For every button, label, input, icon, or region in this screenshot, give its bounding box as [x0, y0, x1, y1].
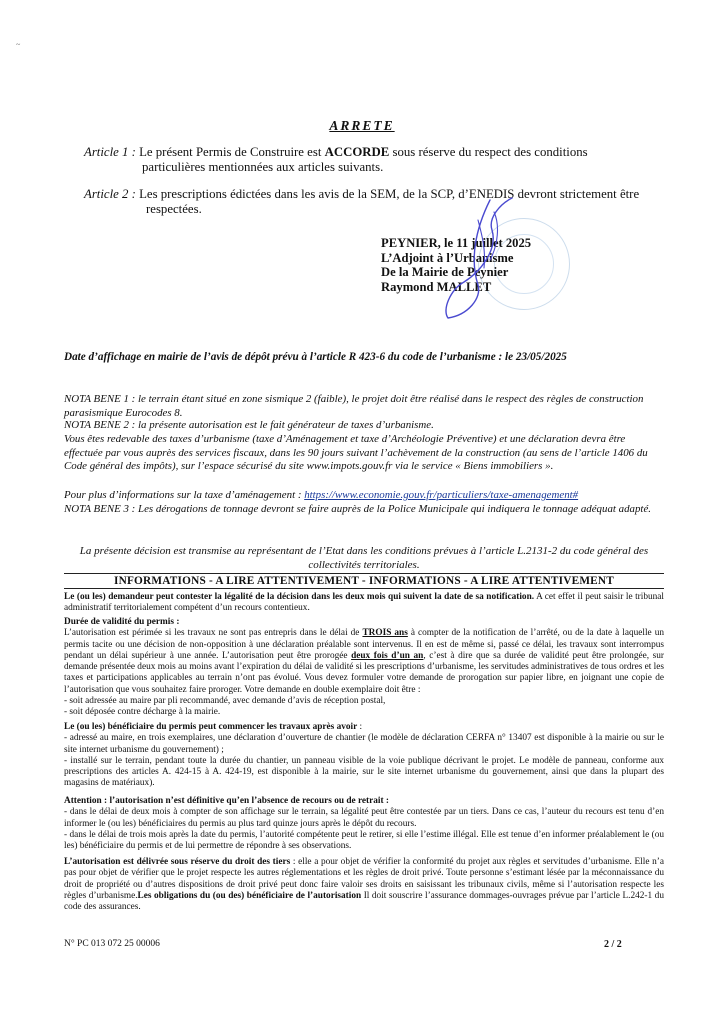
recours-bold: Le (ou les) demandeur peut contester la légalité de la décision dans les deux mois qui suivent la date de sa notification. [64, 592, 535, 602]
article-2 [84, 187, 644, 217]
validite-deux-fois: deux fois d’un an [351, 650, 424, 661]
document-title: ARRETE [329, 118, 395, 133]
nota-bene-2-details: Vous êtes redevable des taxes d’urbanisme (taxe d’Aménagement et taxe d’Archéologie Préventive) et une déclaration devra être effectuée par vous auprès des services fiscaux, dans les 90 jours suivant l’achèvement de la construction (au sens de l’article 1406 du Code général des impôts), sur l’espace sécurisé du site www.impots.gouv.fr via le service « Biens immobiliers ». [64, 433, 648, 472]
beneficiaire-title: Le (ou les) bénéficiaire du permis peut commencer les travaux après avoir [64, 722, 358, 732]
nota-bene-2: NOTA BENE 2 : la présente autorisation est le fait générateur de taxes d’urbanisme. [64, 419, 434, 431]
article-1-accorde: ACCORDE [324, 145, 390, 159]
signature-mairie: De la Mairie de Peynier [381, 265, 509, 279]
attention-item-2: - dans le délai de trois mois après la date du permis, l’autorité compétente peut le retirer, si elle l’estime illégal. Elle est tenue d’en informer préalablement le (ou les) bénéficiaire du permis et de lui permettre de répondre à ses observations. [64, 829, 664, 852]
transmission-note: La présente décision est transmise au représentant de l’Etat dans les conditions prévues à l’article L.2131-2 du code général des collectivités territoriales. [79, 545, 649, 571]
validite-trois-ans: TROIS ans [362, 628, 408, 639]
obligations-text: Il doit souscrire l’assurance dommages-ouvrages prévue par l’article L.242-1 du code des assurances. [64, 890, 664, 913]
attention-title: Attention : l’autorisation n’est définitive qu’en l’absence de recours ou de retrait : [64, 796, 390, 806]
nota-bene-3: NOTA BENE 3 : Les dérogations de tonnage devront se faire auprès de la Police Municipale qui indiquera le tonnage adéquat adapté. [64, 503, 651, 515]
article-2-continuation: respectées. [146, 202, 202, 216]
attention-item-1: - dans le délai de deux mois à compter de son affichage sur le terrain, sa légalité peut être contestée par un tiers. Dans ce cas, l’auteur du recours est tenu d’en informer le (ou les) bénéficiaires du permis au plus tard quinze jours après le dépôt du recours. [64, 807, 664, 829]
article-2-label: Article 2 : [84, 187, 136, 201]
article-1-text: Le présent Permis de Construire est [135, 145, 325, 159]
droit-tiers-section [64, 857, 664, 913]
article-2-text: Les prescriptions édictées dans les avis de la SEM, de la SCP, d’ENEDIS devront strictement être [135, 187, 640, 201]
page-number: 2 / 2 [604, 939, 622, 950]
article-1 [84, 145, 644, 175]
attention-section [64, 796, 664, 852]
nota-info-line [64, 489, 664, 503]
handwritten-signature [420, 190, 530, 330]
validite-text-c: , c’est à dire que sa durée de validité peut être prolongée, sur demande présentée deux mois au moins avant l’expiration du délai de validité si les prescriptions d’urbanisme, les servitudes administratives de tous ordres et les taxes et participations applicables au terrain n’ont pas évolué. Vous devez formuler votre demande de prorogation sur papier libre, en joignant une copie de l’autorisation que vous souhaitez faire proroger. Votre demande en double exemplaire doit être : [64, 650, 665, 695]
article-1-continuation: particulières mentionnées aux articles suivants. [142, 160, 384, 174]
nota-bene-1: NOTA BENE 1 : le terrain étant situé en zone sismique 2 (faible), le projet doit être réalisé dans le respect des règles de construction parasismique Eurocodes 8. [64, 393, 644, 419]
validite-option-1: - soit adressée au maire par pli recommandé, avec demande d’avis de réception postal, [64, 696, 386, 707]
validite-title: Durée de validité du permis : [64, 617, 180, 627]
article-1-text-b: sous réserve du respect des conditions [389, 145, 588, 159]
recours-paragraph [64, 592, 664, 615]
beneficiaire-colon: : [357, 722, 363, 732]
validite-text-b: à compter de la notification de l’arrêté, ou de la date à laquelle un permis tacite ou une décision de non-opposition à une déclaration préalable sont intervenus. Il en est de même si, passé ce délai, les travaux sont interrompus pendant un délai supérieur à une année. L’autorisation peut être prorogée [64, 628, 664, 661]
validite-text-a: L’autorisation est périmée si les travaux ne sont pas entrepris dans le délai de [64, 628, 363, 639]
permit-reference: N° PC 013 072 25 00006 [64, 939, 160, 949]
nota-info-text: Pour plus d’informations sur la taxe d’aménagement : [64, 489, 305, 501]
beneficiaire-item-2: - installé sur le terrain, pendant toute la durée du chantier, un panneau visible de la voie publique décrivant le projet. Le modèle de panneau, conforme aux prescriptions des articles A. 424-15 à A. 424-19, est disponible à la mairie, sur le site internet urbanisme du gouvernement, ainsi que dans la plupart des magasins de matériaux). [64, 755, 664, 789]
signature-place-date: PEYNIER, le 11 juillet 2025 [381, 236, 532, 250]
affichage-date: Date d’affichage en mairie de l’avis de dépôt prévu à l’article R 423-6 du code de l’urbanisme : le 23/05/2025 [64, 351, 567, 363]
beneficiaire-item-1: - adressé au maire, en trois exemplaires, une déclaration d’ouverture de chantier (le modèle de déclaration CERFA n° 13407 est disponible à la mairie ou sur le site internet urbanisme du gouvernement) ; [64, 733, 664, 755]
validite-option-2: - soit déposée contre décharge à la mairie. [64, 707, 221, 718]
beneficiaire-section [64, 722, 664, 790]
information-header: INFORMATIONS - A LIRE ATTENTIVEMENT - INFORMATIONS - A LIRE ATTENTIVEMENT [64, 573, 664, 589]
taxe-amenagement-link[interactable]: https://www.economie.gouv.fr/particuliers/taxe-amenagement# [304, 489, 579, 501]
signature-name: Raymond MALLET [381, 279, 492, 294]
scan-speck: ~ [16, 40, 21, 49]
recours-text: A cet effet il peut saisir le tribunal administratif territorialement compétent d’un recours contentieux. [64, 592, 665, 614]
obligations-bold: Les obligations du (ou des) bénéficiaire de l’autorisation [137, 890, 362, 901]
signature-role: L’Adjoint à l’Urbanisme [381, 250, 514, 265]
validite-section [64, 617, 664, 719]
droit-tiers-text: : elle a pour objet de vérifier la conformité du projet aux règles et servitudes d’urbanisme. Elle n’a pas pour objet de vérifier que le projet respecte les autres réglementations et les règles de droit privé. Toute personne s’estimant lésée par la méconnaissance du droit de propriété ou d’autres dispositions de droit privé peut donc faire valoir ses droits en saisissant les tribunaux civils, même si l’autorisation respecte les règles d’urbanisme. [64, 857, 665, 901]
article-1-label: Article 1 : [84, 145, 136, 159]
droit-tiers-title: L’autorisation est délivrée sous réserve du droit des tiers [64, 857, 291, 867]
